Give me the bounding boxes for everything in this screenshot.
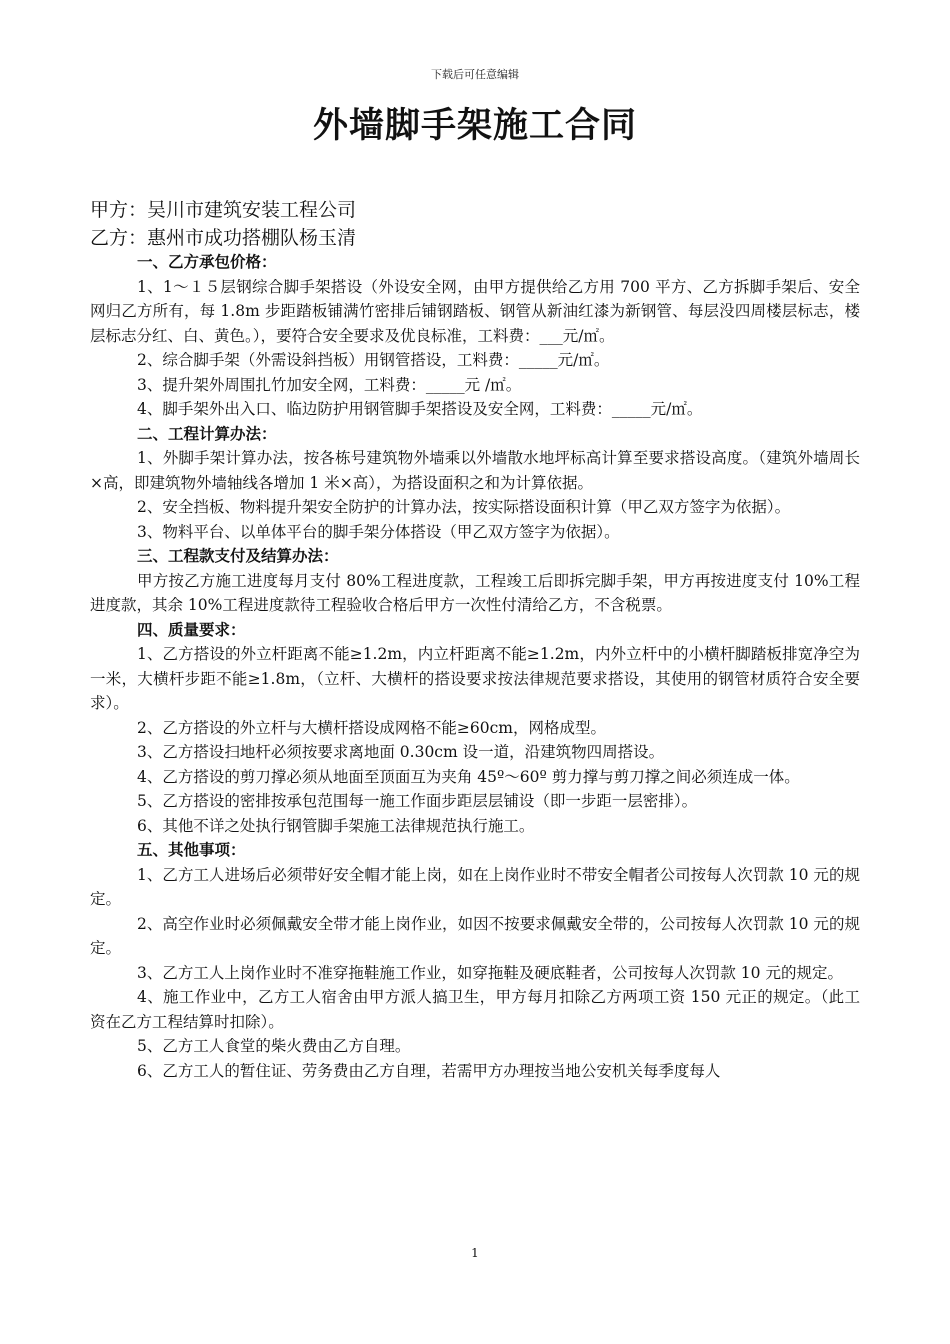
section-heading: 三、工程款支付及结算办法： xyxy=(137,546,339,565)
party-b: 乙方：惠州市成功搭棚队杨玉清 xyxy=(90,227,357,249)
section-heading: 一、乙方承包价格： xyxy=(137,252,277,271)
contract-body xyxy=(90,250,860,1083)
clause-paragraph: 4、施工作业中，乙方工人宿舍由甲方派人搞卫生，甲方每月扣除乙方两项工资 150 元正的规定。（此工资在乙方工程结算时扣除）。 xyxy=(90,988,860,1031)
clause-paragraph: 1、乙方搭设的外立杆距离不能≥1.2m，内立杆距离不能≥1.2m，内外立杆中的小横杆脚踏板排宽净空为一米，大横杆步距不能≥1.8m，（立杆、大横杆的搭设要求按法律规范要求搭设，其使用的钢管材质符合安全要求）。 xyxy=(90,645,860,712)
clause-paragraph: 2、高空作业时必须佩戴安全带才能上岗作业，如因不按要求佩戴安全带的，公司按每人次罚款 10 元的规定。 xyxy=(90,914,860,957)
clause-paragraph: 6、乙方工人的暂住证、劳务费由乙方自理，若需甲方办理按当地公安机关每季度每人 xyxy=(137,1061,721,1080)
clause-paragraph: 4、乙方搭设的剪刀撑必须从地面至顶面互为夹角 45º～60º 剪力撑与剪刀撑之间必须连成一体。 xyxy=(137,767,800,786)
clause-paragraph: 1、1～１５层钢综合脚手架搭设（外设安全网，由甲方提供给乙方用 700 平方、乙方拆脚手架后、安全网归乙方所有，每 1.8m 步距踏板铺满竹密排后铺钢踏板、钢管从新油红漆为新钢管、每层没四周楼层标志，楼层标志分红、白、黄色。），要符合安全要求及优良标准，工料费：___元/㎡。 xyxy=(90,277,860,345)
clause-paragraph: 1、乙方工人进场后必须带好安全帽才能上岗，如在上岗作业时不带安全帽者公司按每人次罚款 10 元的规定。 xyxy=(90,865,860,908)
header-note: 下载后可任意编辑 xyxy=(431,68,519,81)
document-title: 外墙脚手架施工合同 xyxy=(312,105,637,146)
section-heading: 四、质量要求： xyxy=(137,619,246,639)
clause-paragraph: 3、提升架外周围扎竹加安全网，工料费：_____元 /㎡。 xyxy=(137,375,522,394)
parties xyxy=(90,196,870,252)
clause-paragraph: 1、外脚手架计算办法，按各栋号建筑物外墙乘以外墙散水地坪标高计算至要求搭设高度。（建筑外墙周长×高，即建筑物外墙轴线各增加 1 米×高），为搭设面积之和为计算依据。 xyxy=(90,449,860,492)
clause-paragraph: 3、物料平台、以单体平台的脚手架分体搭设（甲乙双方签字为依据）。 xyxy=(137,522,620,541)
party-a: 甲方：吴川市建筑安装工程公司 xyxy=(90,199,357,221)
clause-paragraph: 6、其他不详之处执行钢管脚手架施工法律规范执行施工。 xyxy=(137,816,535,835)
clause-paragraph: 5、乙方搭设的密排按承包范围每一施工作面步距层层铺设（即一步距一层密排）。 xyxy=(137,792,698,810)
section-heading: 五、其他事项： xyxy=(137,840,246,859)
clause-paragraph: 2、安全挡板、物料提升架安全防护的计算办法，按实际搭设面积计算（甲乙双方签字为依据）。 xyxy=(137,498,791,516)
section-heading: 二、工程计算办法： xyxy=(137,423,277,443)
clause-paragraph: 甲方按乙方施工进度每月支付 80%工程进度款，工程竣工后即拆完脚手架，甲方再按进度支付 10%工程进度款，其余 10%工程进度款待工程验收合格后甲方一次性付清给乙方，不含税票。 xyxy=(90,571,860,614)
page-number: 1 xyxy=(471,1246,479,1260)
clause-paragraph: 3、乙方搭设扫地杆必须按要求离地面 0.30cm 设一道，沿建筑物四周搭设。 xyxy=(137,743,665,761)
clause-paragraph: 3、乙方工人上岗作业时不准穿拖鞋施工作业，如穿拖鞋及硬底鞋者，公司按每人次罚款 10 元的规定。 xyxy=(137,963,843,982)
clause-paragraph: 2、乙方搭设的外立杆与大横杆搭设成网格不能≥60cm，网格成型。 xyxy=(137,718,606,737)
clause-paragraph: 2、综合脚手架（外需设斜挡板）用钢管搭设，工料费：_____元/㎡。 xyxy=(137,351,610,369)
clause-paragraph: 4、脚手架外出入口、临边防护用钢管脚手架搭设及安全网，工料费：_____元/㎡。 xyxy=(137,400,703,418)
clause-paragraph: 5、乙方工人食堂的柴火费由乙方自理。 xyxy=(137,1037,411,1055)
